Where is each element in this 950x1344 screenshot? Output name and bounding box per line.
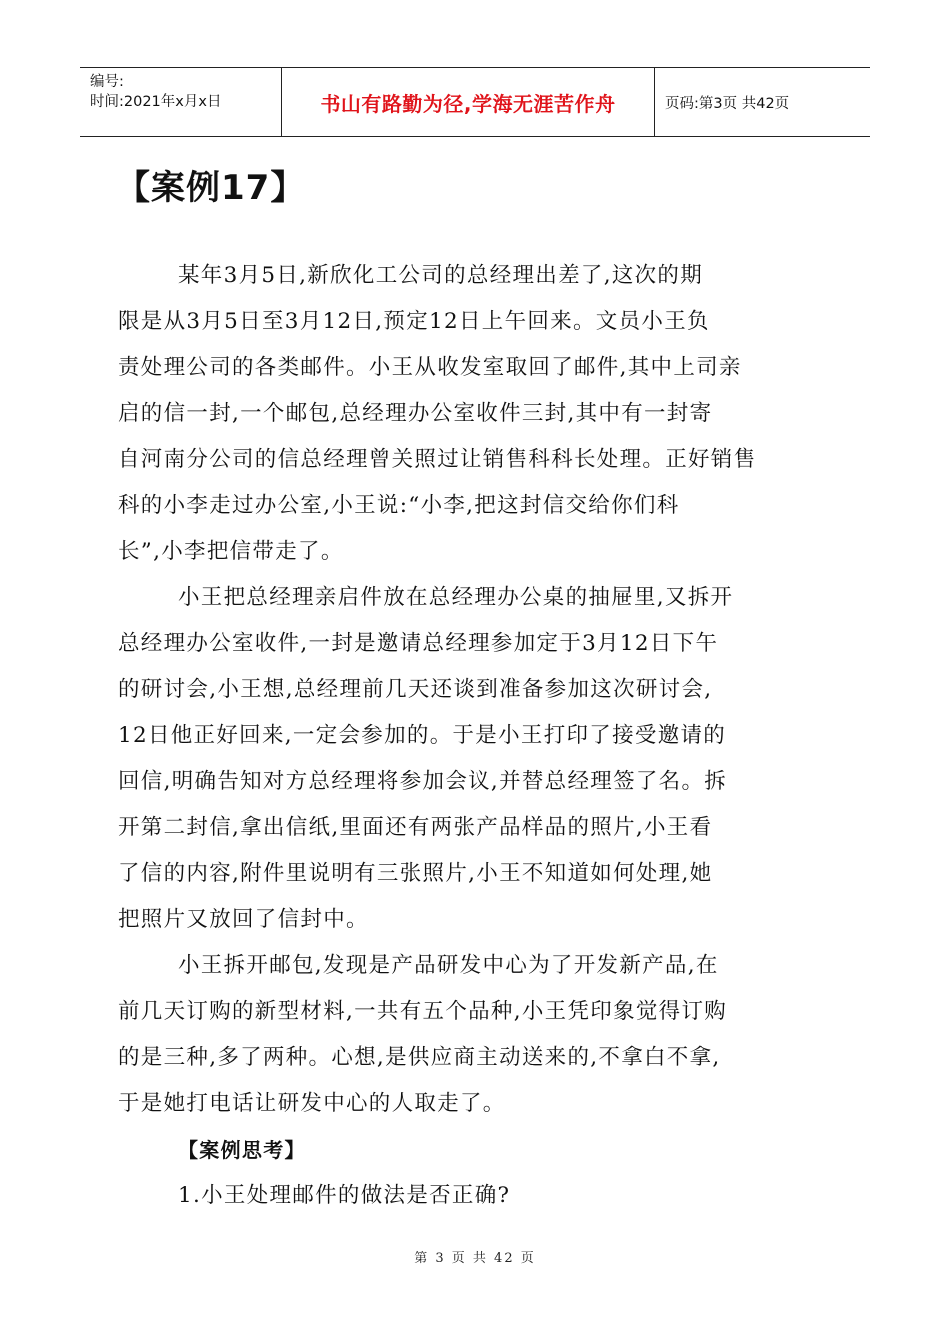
case-title: 【案例17】 — [116, 168, 306, 208]
paragraph-line: 了信的内容,附件里说明有三张照片,小王不知道如何处理,她 — [118, 861, 713, 886]
document-number-label: 编号: — [90, 74, 124, 90]
case-thinking-heading: 【案例思考】 — [178, 1138, 306, 1162]
case-body — [118, 253, 833, 1219]
paragraph-line: 启的信一封,一个邮包,总经理办公室收件三封,其中有一封寄 — [118, 401, 713, 426]
document-time-label: 时间:2021年x月x日 — [90, 94, 222, 110]
question-line: 1.小王处理邮件的做法是否正确? — [178, 1183, 511, 1208]
paragraph-line: 自河南分公司的信总经理曾关照过让销售科科长处理。正好销售 — [118, 447, 757, 472]
paragraph-line: 回信,明确告知对方总经理将参加会议,并替总经理签了名。拆 — [118, 769, 728, 794]
paragraph-line: 科的小李走过办公室,小王说:“小李,把这封信交给你们科 — [118, 493, 680, 518]
document-header — [80, 67, 870, 137]
paragraph-line: 把照片又放回了信封中。 — [118, 907, 369, 932]
paragraph-line: 的是三种,多了两种。心想,是供应商主动送来的,不拿白不拿, — [118, 1045, 721, 1070]
paragraph-line: 总经理办公室收件,一封是邀请总经理参加定于3月12日下午 — [118, 631, 719, 656]
paragraph-line: 开第二封信,拿出信纸,里面还有两张产品样品的照片,小王看 — [118, 815, 713, 840]
paragraph-line: 前几天订购的新型材料,一共有五个品种,小王凭印象觉得订购 — [118, 999, 728, 1024]
paragraph-line: 长”,小李把信带走了。 — [118, 539, 344, 564]
header-page-label: 页码:第3页 共42页 — [665, 95, 790, 112]
header-meta-cell — [80, 68, 282, 136]
paragraph-line: 小王把总经理亲启件放在总经理办公桌的抽屉里,又拆开 — [178, 585, 734, 610]
header-motto: 书山有路勤为径,学海无涯苦作舟 — [282, 68, 655, 136]
paragraph-line: 限是从3月5日至3月12日,预定12日上午回来。文员小王负 — [118, 309, 710, 334]
paragraph-line: 的研讨会,小王想,总经理前几天还谈到准备参加这次研讨会, — [118, 677, 713, 702]
page-footer: 第 3 页 共 42 页 — [414, 1251, 536, 1266]
paragraph-line: 12日他正好回来,一定会参加的。于是小王打印了接受邀请的 — [118, 723, 727, 748]
paragraph-line: 责处理公司的各类邮件。小王从收发室取回了邮件,其中上司亲 — [118, 355, 742, 380]
paragraph-line: 于是她打电话让研发中心的人取走了。 — [118, 1091, 506, 1116]
paragraph-line: 小王拆开邮包,发现是产品研发中心为了开发新产品,在 — [178, 953, 719, 978]
paragraph-line: 某年3月5日,新欣化工公司的总经理出差了,这次的期 — [178, 263, 704, 288]
